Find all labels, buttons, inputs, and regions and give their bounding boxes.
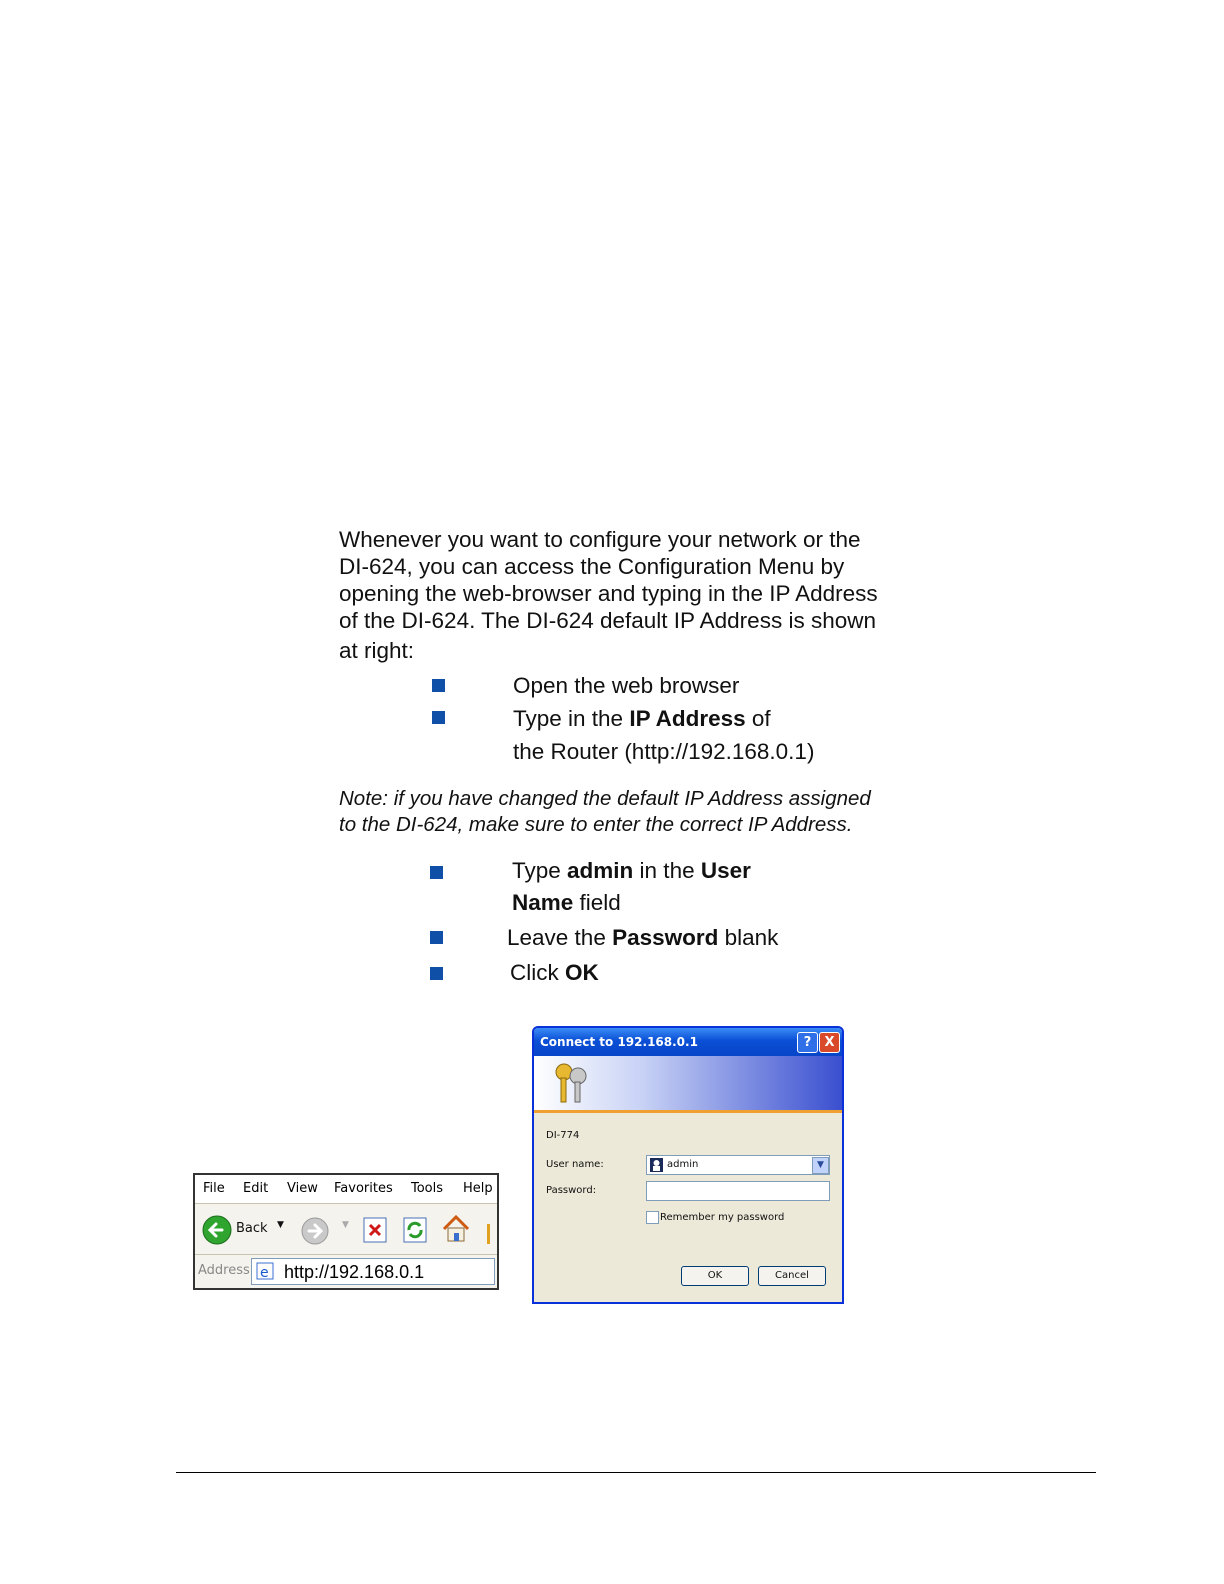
remember-label[interactable]: Remember my password [660, 1212, 785, 1223]
step-type-admin: Type admin in the User [512, 858, 751, 883]
browser-window [193, 1173, 499, 1290]
keys-icon [548, 1060, 596, 1106]
forward-arrow-icon[interactable] [300, 1216, 330, 1246]
stop-icon[interactable] [362, 1216, 388, 1244]
dialog-banner [534, 1056, 842, 1113]
help-button[interactable]: ? [797, 1032, 818, 1053]
step-type-ip: Type in the IP Address of [513, 706, 771, 731]
step-password-blank: Leave the Password blank [507, 925, 779, 950]
home-icon[interactable] [440, 1213, 472, 1245]
browser-address-bar [195, 1255, 497, 1288]
ok-button[interactable]: OK [681, 1266, 749, 1286]
user-icon [650, 1158, 663, 1172]
close-button[interactable]: X [819, 1032, 840, 1053]
search-icon[interactable] [487, 1224, 490, 1244]
back-button-label[interactable]: Back [236, 1221, 268, 1236]
intro-line-4: of the DI-624. The DI-624 default IP Address is shown [339, 608, 876, 633]
username-value: admin [667, 1159, 699, 1170]
note-line-1: Note: if you have changed the default IP Address assigned [339, 787, 871, 810]
footer-rule [176, 1472, 1096, 1473]
browser-menubar [195, 1175, 497, 1204]
intro-line-5: at right: [339, 638, 415, 663]
intro-line-2: DI-624, you can access the Configuration Menu by [339, 554, 845, 579]
note-text [339, 786, 959, 838]
intro-paragraph [339, 526, 939, 664]
cancel-button[interactable]: Cancel [758, 1266, 826, 1286]
back-dropdown-icon[interactable]: ▼ [277, 1220, 284, 1230]
address-input[interactable] [251, 1258, 495, 1285]
intro-line-1: Whenever you want to configure your network or the [339, 527, 861, 552]
forward-dropdown-icon[interactable]: ▼ [342, 1220, 349, 1230]
bullet-icon [432, 711, 445, 724]
intro-line-3: opening the web-browser and typing in the IP Address [339, 581, 878, 606]
dialog-titlebar [534, 1028, 842, 1056]
note-line-2: to the DI-624, make sure to enter the correct IP Address. [339, 813, 853, 836]
menu-view[interactable]: View [287, 1181, 318, 1196]
refresh-icon[interactable] [402, 1216, 428, 1244]
chevron-down-icon[interactable]: ▼ [812, 1157, 829, 1174]
remember-checkbox[interactable] [646, 1211, 659, 1224]
step-type-ip-line2: the Router (http://192.168.0.1) [513, 739, 815, 764]
menu-favorites[interactable]: Favorites [334, 1181, 393, 1196]
menu-tools[interactable]: Tools [411, 1181, 444, 1196]
ie-page-icon [256, 1262, 276, 1280]
bullet-icon [430, 931, 443, 944]
menu-help[interactable]: Help [463, 1181, 493, 1196]
bullet-icon [430, 866, 443, 879]
menu-edit[interactable]: Edit [243, 1181, 269, 1196]
menu-file[interactable]: File [203, 1181, 225, 1196]
username-combobox[interactable] [646, 1155, 830, 1175]
address-label: Address [198, 1263, 250, 1278]
login-dialog [532, 1026, 844, 1304]
realm-label: DI-774 [546, 1130, 580, 1141]
svg-text:e: e [260, 1265, 269, 1280]
dialog-title: Connect to 192.168.0.1 [540, 1035, 698, 1049]
step-click-ok: Click OK [510, 960, 599, 985]
password-label: Password: [546, 1185, 597, 1196]
back-arrow-icon[interactable] [201, 1214, 233, 1246]
password-field[interactable] [646, 1181, 830, 1201]
bullet-icon [432, 679, 445, 692]
step-type-admin-line2: Name field [512, 890, 621, 915]
browser-toolbar [195, 1204, 497, 1255]
address-value: http://192.168.0.1 [284, 1262, 425, 1282]
bullet-icon [430, 967, 443, 980]
username-label: User name: [546, 1159, 604, 1170]
step-open-browser: Open the web browser [513, 673, 740, 698]
